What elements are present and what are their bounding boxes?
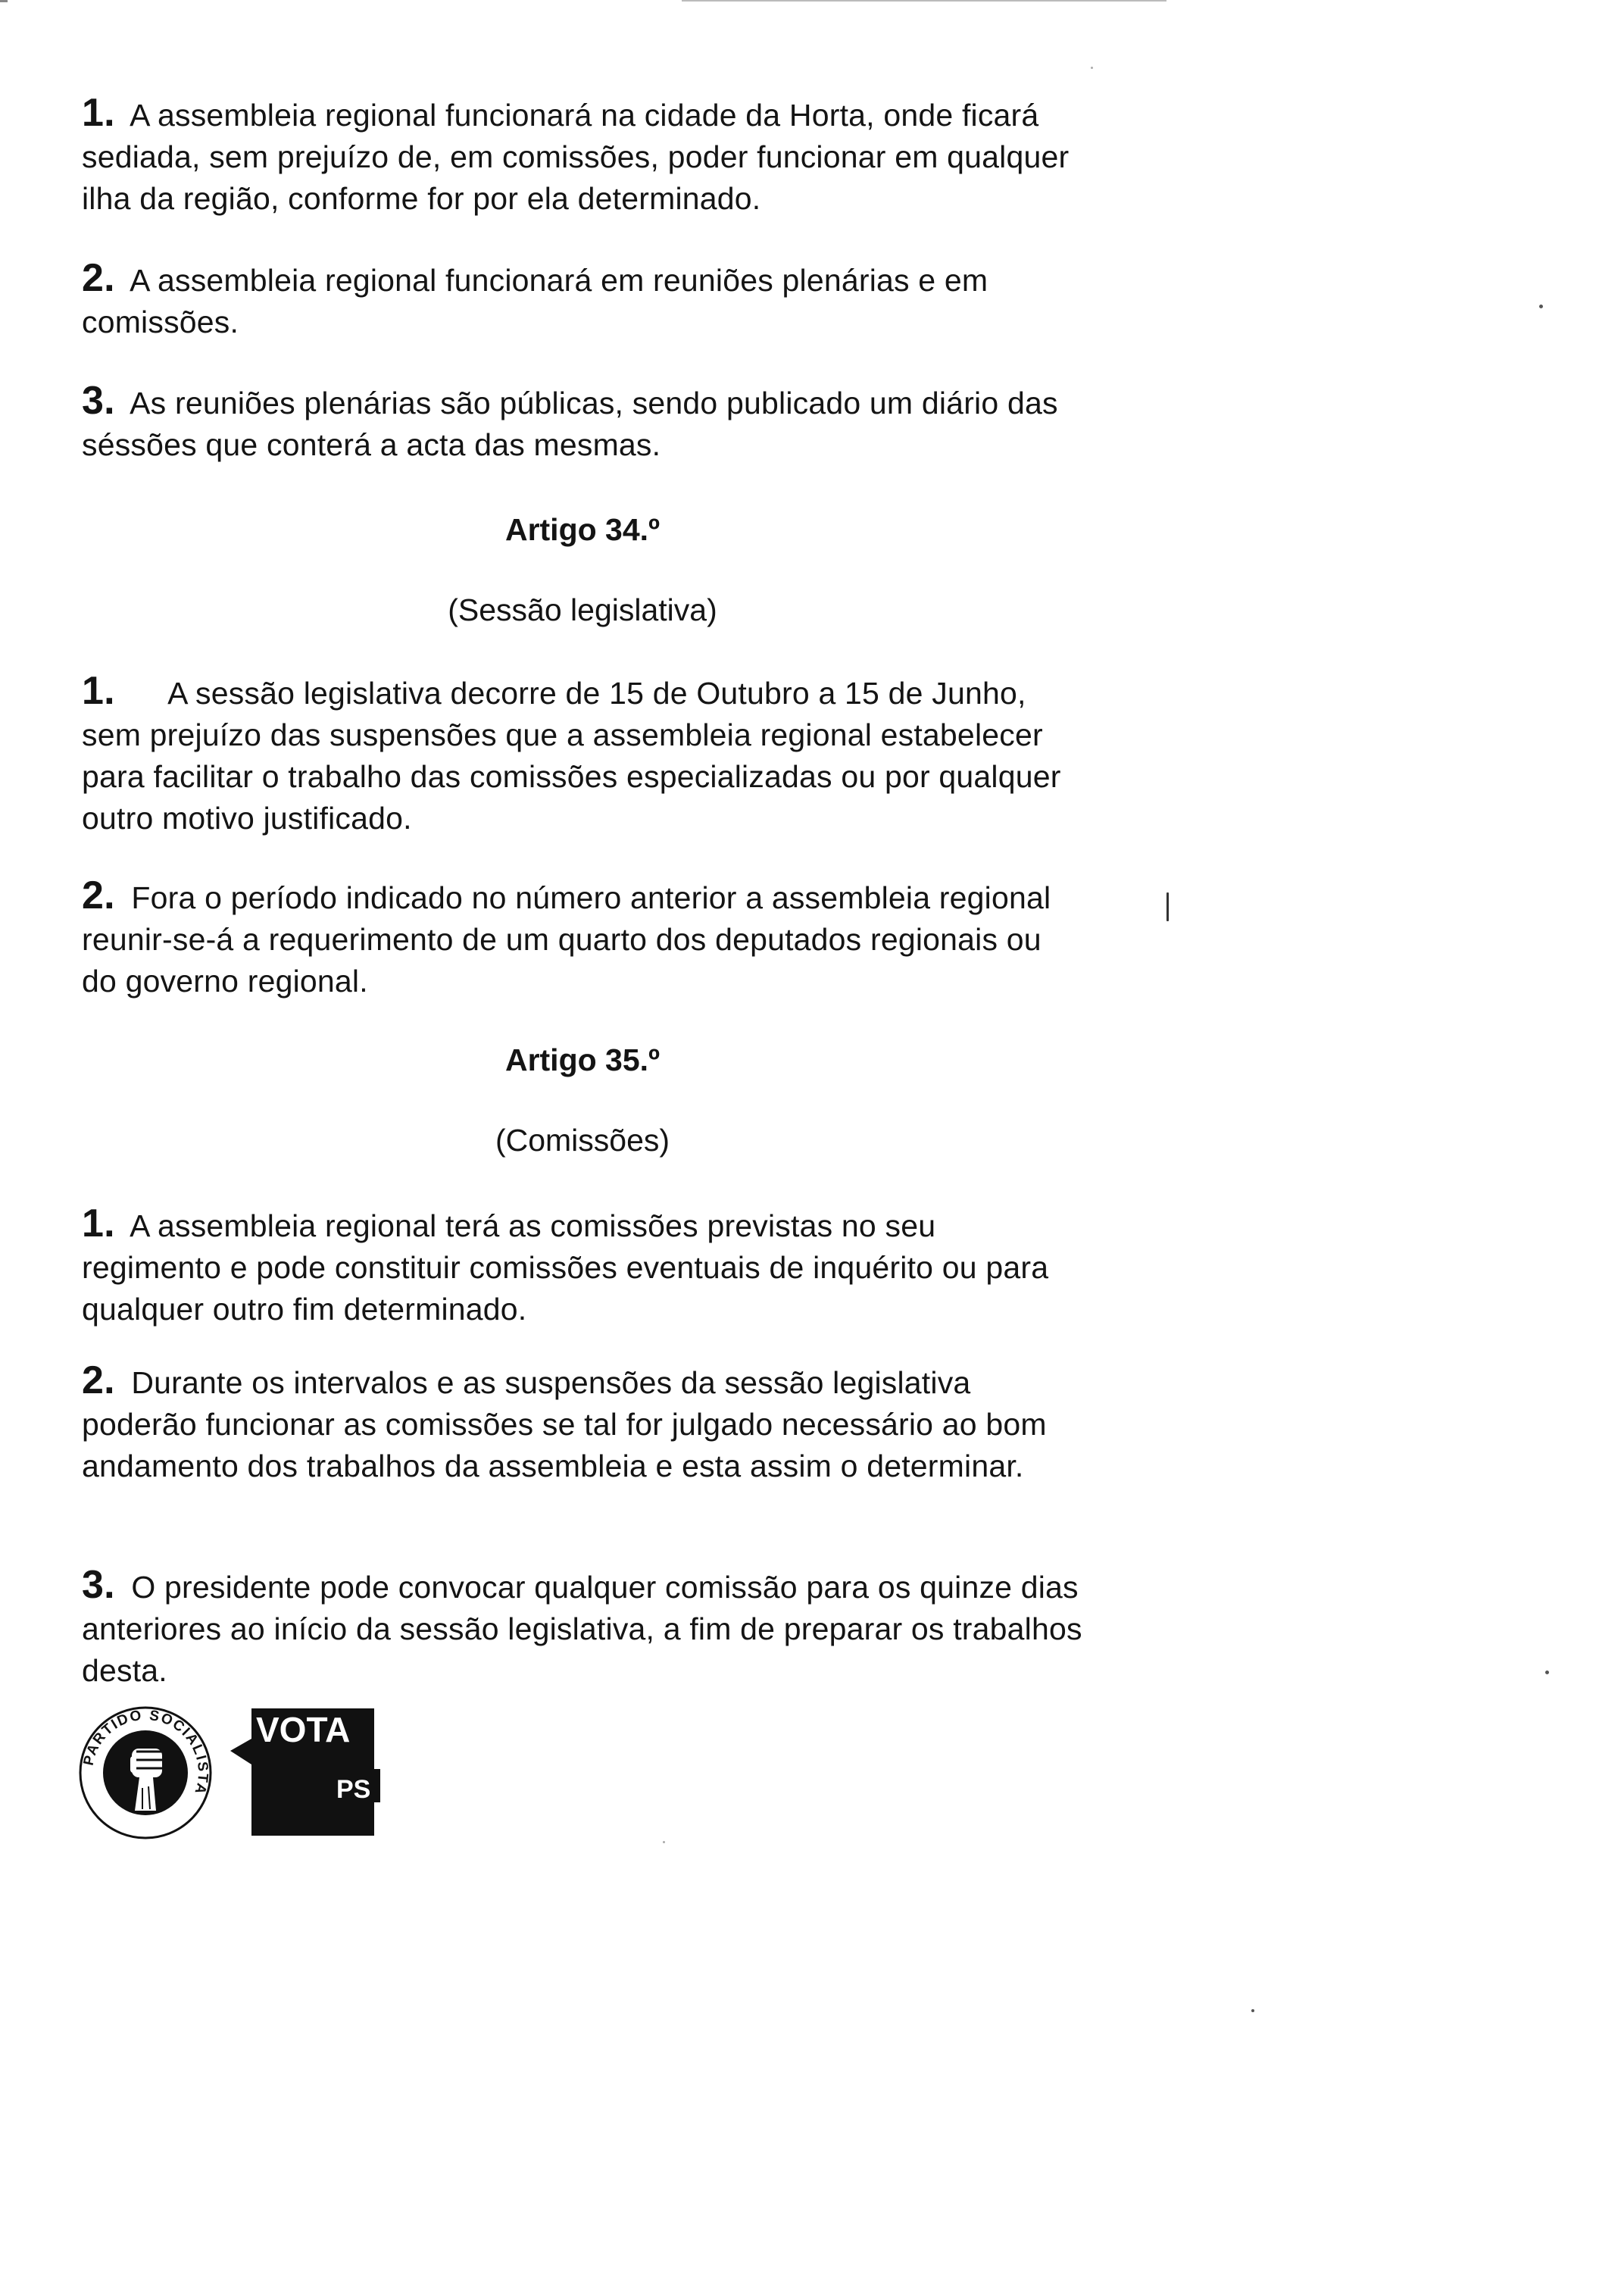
scan-speck [1545, 1671, 1549, 1674]
paragraph-text: A sessão legislativa decorre de 15 de Outubro a 15 de Junho, sem prejuízo das suspensões que a assembleia regional estabelecer para facilitar o trabalho das comissões especializadas ou por qualquer outro motivo justificado. [82, 676, 1061, 836]
paragraph-35-2 [82, 1360, 1083, 1487]
svg-text:PARTIDO SOCIALISTA: PARTIDO SOCIALISTA [80, 1707, 211, 1798]
scan-edge-line [682, 0, 1166, 2]
paragraph-text: Fora o período indicado no número anterior a assembleia regional reunir-se-á a requerimento de um quarto dos deputados regionais ou do governo regional. [82, 880, 1051, 999]
paragraph-text: As reuniões plenárias são públicas, sendo publicado um diário das séssões que conterá a acta das mesmas. [82, 386, 1058, 462]
article-35-title: Artigo 35.º [504, 1042, 661, 1077]
scan-speck [1251, 2009, 1254, 2012]
paragraph-number: 1. [82, 1202, 115, 1246]
paragraph-text: A assembleia regional funcionará em reuniões plenárias e em comissões. [82, 263, 988, 339]
paragraph-34-2 [82, 875, 1083, 1002]
paragraph-text: O presidente pode convocar qualquer comissão para os quinze dias anteriores ao início da sessão legislativa, a fim de preparar os trabalhos desta. [82, 1570, 1082, 1688]
paragraph-number: 3. [82, 1563, 115, 1607]
partido-socialista-logo [77, 1705, 214, 1841]
article-34-title: Artigo 34.º [504, 512, 661, 547]
scan-edge-mark [0, 0, 8, 2]
scan-speck [1539, 305, 1543, 308]
paragraph-33-3 [82, 380, 1083, 466]
paragraph-number: 1. [82, 91, 115, 135]
paragraph-text: A assembleia regional terá as comissões previstas no seu regimento e pode constituir comissões eventuais de inquérito ou para qualquer outro fim determinado. [82, 1208, 1049, 1327]
svg-text:PS: PS [336, 1775, 371, 1804]
paragraph-35-1 [82, 1203, 1083, 1330]
paragraph-33-1 [82, 92, 1083, 220]
vota-ps-badge [230, 1708, 386, 1836]
scan-speck [1166, 892, 1169, 921]
paragraph-34-1 [82, 670, 1083, 839]
article-34-subtitle: (Sessão legislativa) [448, 592, 717, 627]
paragraph-number: 2. [82, 874, 115, 917]
article-35-subtitle: (Comissões) [495, 1123, 670, 1158]
scan-speck [663, 1841, 665, 1843]
paragraph-number: 2. [82, 1358, 115, 1402]
scan-speck [1091, 67, 1093, 69]
paragraph-33-2 [82, 258, 1083, 343]
paragraph-number: 1. [82, 669, 115, 713]
paragraph-number: 3. [82, 379, 115, 423]
paragraph-35-3 [82, 1564, 1083, 1692]
paragraph-number: 2. [82, 256, 115, 300]
paragraph-text: Durante os intervalos e as suspensões da sessão legislativa poderão funcionar as comissões se tal for julgado necessário ao bom andamento dos trabalhos da assembleia e esta assim o determinar. [82, 1365, 1047, 1483]
svg-text:VOTA: VOTA [256, 1710, 351, 1749]
paragraph-text: A assembleia regional funcionará na cidade da Horta, onde ficará sediada, sem prejuízo de, em comissões, poder funcionar em qualquer ilha da região, conforme for por ela determinado. [82, 98, 1070, 216]
